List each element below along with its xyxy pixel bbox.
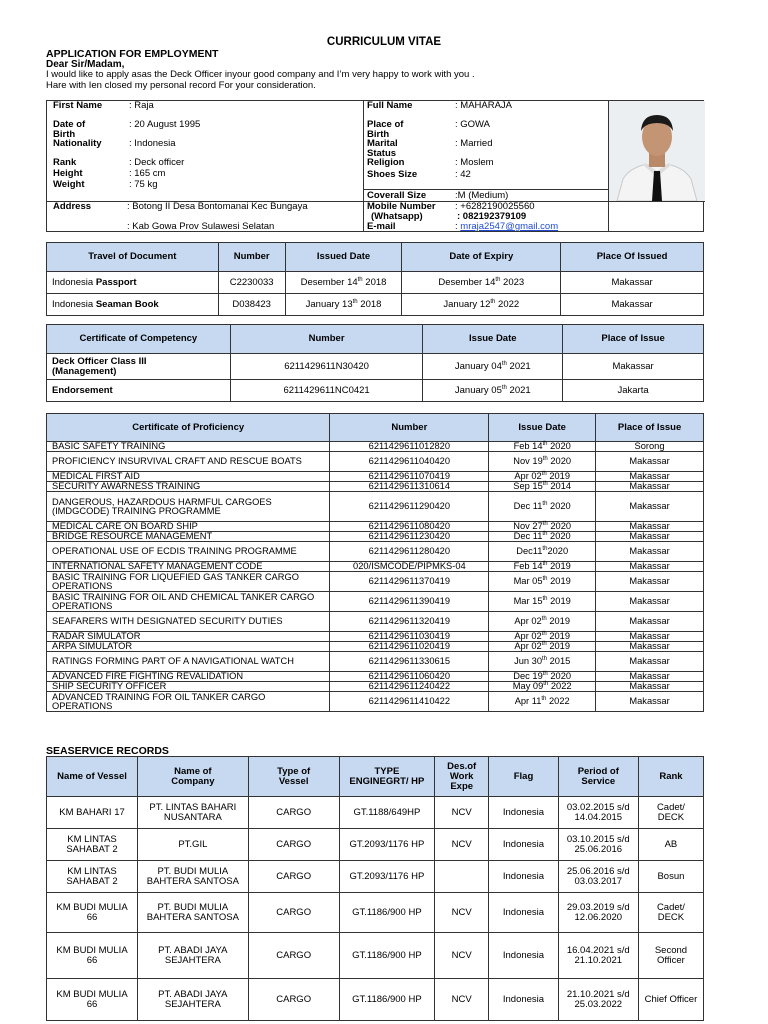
table-row: [47, 692, 704, 712]
place-of-issue: Makassar: [596, 592, 704, 612]
place-of-issue: Makassar: [596, 522, 704, 532]
table-row: [47, 294, 704, 316]
issue-date: January 05th 2021: [423, 380, 563, 402]
engine-spec: GT.2093/1176 HP: [339, 829, 434, 861]
certificate-name: SHIP SECURITY OFFICER: [47, 682, 330, 692]
issue-date: Feb 14th 2019: [489, 562, 596, 572]
vessel-name: KM BAHARI 17: [47, 797, 138, 829]
weight-value: : 75 kg: [129, 179, 158, 190]
engine-spec: GT.2093/1176 HP: [339, 861, 434, 893]
issue-date: Dec 11th 2020: [489, 492, 596, 522]
weight-label: Weight: [53, 179, 85, 190]
certificate-number: 6211429611390419: [330, 592, 489, 612]
coverall-label: Coverall Size: [367, 190, 427, 201]
table-row: [47, 532, 704, 542]
document-name: [47, 272, 219, 294]
period-of-service: 03.10.2015 s/d 25.06.2016: [558, 829, 638, 861]
greeting: Dear Sir/Madam,: [46, 59, 125, 70]
company-name: PT. LINTAS BAHARI NUSANTARA: [138, 797, 249, 829]
rank-value: : Deck officer: [129, 157, 185, 168]
issue-date: Apr 02th 2019: [489, 642, 596, 652]
certificate-number: 6211429611370419: [330, 572, 489, 592]
period-of-service: 21.10.2021 s/d 25.03.2022: [558, 979, 638, 1021]
document-number: C2230033: [218, 272, 285, 294]
period-of-service: 29.03.2019 s/d 12.06.2020: [558, 893, 638, 933]
dob-label: Date of Birth: [53, 119, 86, 140]
religion-value: : Moslem: [455, 157, 494, 168]
engine-spec: GT.1186/900 HP: [339, 893, 434, 933]
certificate-name: BASIC TRAINING FOR LIQUEFIED GAS TANKER CARGO OPERATIONS: [47, 572, 330, 592]
address-line-1: : Botong II Desa Bontomanai Kec Bungaya: [127, 201, 308, 212]
vessel-type: CARGO: [248, 829, 339, 861]
table-row: [47, 572, 704, 592]
work-description: NCV: [435, 979, 489, 1021]
table-row: [47, 354, 704, 380]
table-header-row: [47, 325, 704, 354]
table-row: [47, 861, 704, 893]
table-row: [47, 452, 704, 472]
certificate-number: 6211429611N30420: [230, 354, 423, 380]
flag: Indonesia: [489, 893, 558, 933]
place-of-issue: Makassar: [561, 272, 704, 294]
certificate-name: ADVANCED TRAINING FOR OIL TANKER CARGO OPERATIONS: [47, 692, 330, 712]
company-name: PT. BUDI MULIA BAHTERA SANTOSA: [138, 861, 249, 893]
place-of-issue: Makassar: [596, 452, 704, 472]
coverall-value: :M (Medium): [455, 190, 509, 201]
certificate-number: 020/ISMCODE/PIPMKS-04: [330, 562, 489, 572]
issue-date: Dec11th2020: [489, 542, 596, 562]
column-header: Name of Vessel: [47, 757, 138, 797]
place-of-issue: Makassar: [596, 532, 704, 542]
column-header: Flag: [489, 757, 558, 797]
first-name-label: First Name: [53, 100, 103, 111]
certificate-number: 6211429611240422: [330, 682, 489, 692]
document-country: Indonesia: [52, 276, 96, 288]
shoes-value: : 42: [455, 169, 471, 180]
certificate-number: 6211429611020419: [330, 642, 489, 652]
certificate-number: 6211429611080420: [330, 522, 489, 532]
column-header: Travel of Document: [47, 243, 219, 272]
table-row: [47, 482, 704, 492]
height-value: : 165 cm: [129, 168, 166, 179]
place-of-issue: Makassar: [596, 682, 704, 692]
table-row: [47, 642, 704, 652]
vessel-name: KM BUDI MULIA 66: [47, 933, 138, 979]
certificate-name: RADAR SIMULATOR: [47, 632, 330, 642]
company-name: PT. ABADI JAYA SEJAHTERA: [138, 933, 249, 979]
column-header: Type of Vessel: [248, 757, 339, 797]
first-name-value: : Raja: [129, 100, 154, 111]
column-header: Date of Expiry: [402, 243, 561, 272]
seaservice-heading: SEASERVICE RECORDS: [46, 745, 169, 757]
vessel-type: CARGO: [248, 797, 339, 829]
work-description: [435, 861, 489, 893]
issued-date: Desember 14th 2018: [285, 272, 402, 294]
pob-label: Place of Birth: [367, 119, 404, 140]
nationality-value: : Indonesia: [129, 138, 176, 149]
address-label: Address: [53, 201, 92, 212]
dob-value: : 20 August 1995: [129, 119, 201, 130]
certificate-name: ADVANCED FIRE FIGHTING REVALIDATION: [47, 672, 330, 682]
table-row: [47, 672, 704, 682]
flag: Indonesia: [489, 829, 558, 861]
work-description: NCV: [435, 933, 489, 979]
pob-value: : GOWA: [455, 119, 491, 130]
issue-date: Sep 15th 2014: [489, 482, 596, 492]
certificate-name: PROFICIENCY INSURVIVAL CRAFT AND RESCUE BOATS: [47, 452, 330, 472]
table-row: [47, 272, 704, 294]
company-name: PT. ABADI JAYA SEJAHTERA: [138, 979, 249, 1021]
whatsapp-label: (Whatsapp): [371, 211, 423, 222]
table-row: [47, 979, 704, 1021]
intro-line-1: I would like to apply asas the Deck Officer inyour good company and I’m very happy to work with you .: [46, 69, 475, 80]
rank-label: Rank: [53, 157, 77, 168]
vessel-name: KM LINTAS SAHABAT 2: [47, 829, 138, 861]
flag: Indonesia: [489, 797, 558, 829]
proficiency-table: [46, 413, 704, 712]
place-of-issue: Makassar: [596, 482, 704, 492]
personal-details-box: [46, 100, 704, 232]
table-row: [47, 682, 704, 692]
place-of-issue: Makassar: [596, 472, 704, 482]
certificate-number: 6211429611060420: [330, 672, 489, 682]
column-header: Place Of Issued: [561, 243, 704, 272]
certificate-number: 6211429611070419: [330, 472, 489, 482]
certificate-name: RATINGS FORMING PART OF A NAVIGATIONAL WATCH: [47, 652, 330, 672]
table-row: [47, 522, 704, 532]
document-type: Seaman Book: [95, 298, 159, 310]
seaservice-table: [46, 756, 704, 1021]
certificate-number: 6211429611040420: [330, 452, 489, 472]
whatsapp-value: : 082192379109: [457, 211, 527, 222]
work-description: NCV: [435, 797, 489, 829]
place-of-issue: Makassar: [596, 672, 704, 682]
table-header-row: [47, 243, 704, 272]
certificate-number: 6211429611320419: [330, 612, 489, 632]
place-of-issue: Makassar: [596, 642, 704, 652]
table-row: [47, 542, 704, 562]
shoes-label: Shoes Size: [367, 169, 418, 180]
certificate-name: SEAFARERS WITH DESIGNATED SECURITY DUTIES: [47, 612, 330, 632]
expiry-date: January 12th 2022: [402, 294, 561, 316]
certificate-number: 6211429611280420: [330, 542, 489, 562]
issue-date: May 09th 2022: [489, 682, 596, 692]
document-number: D038423: [218, 294, 285, 316]
place-of-issue: Makassar: [596, 572, 704, 592]
period-of-service: 16.04.2021 s/d 21.10.2021: [558, 933, 638, 979]
rank: Bosun: [638, 861, 703, 893]
certificate-number: 6211429611290420: [330, 492, 489, 522]
issue-date: Mar 15th 2019: [489, 592, 596, 612]
place-of-issue: Makassar: [561, 294, 704, 316]
column-header: Des.of Work Expe: [435, 757, 489, 797]
table-row: [47, 652, 704, 672]
company-name: PT. BUDI MULIA BAHTERA SANTOSA: [138, 893, 249, 933]
column-header: Place of Issue: [596, 414, 704, 442]
vessel-type: CARGO: [248, 933, 339, 979]
table-row: [47, 592, 704, 612]
certificate-name: INTERNATIONAL SAFETY MANAGEMENT CODE: [47, 562, 330, 572]
work-description: NCV: [435, 893, 489, 933]
nationality-label: Nationality: [53, 138, 102, 149]
place-of-issue: Makassar: [596, 692, 704, 712]
vessel-type: CARGO: [248, 979, 339, 1021]
certificate-name: SECURITY AWARNESS TRAINING: [47, 482, 330, 492]
certificate-name: BASIC TRAINING FOR OIL AND CHEMICAL TANKER CARGO OPERATIONS: [47, 592, 330, 612]
column-header: TYPE ENGINEGRT/ HP: [339, 757, 434, 797]
issue-date: January 04th 2021: [423, 354, 563, 380]
column-header: Issued Date: [285, 243, 402, 272]
place-of-issue: Makassar: [596, 562, 704, 572]
document-type: Passport: [95, 276, 137, 288]
company-name: PT.GIL: [138, 829, 249, 861]
email-field: [455, 222, 558, 232]
engine-spec: GT.1188/649HP: [339, 797, 434, 829]
certificate-name: ARPA SIMULATOR: [47, 642, 330, 652]
place-of-issue: Makassar: [563, 354, 704, 380]
application-heading: APPLICATION FOR EMPLOYMENT: [46, 48, 219, 60]
flag: Indonesia: [489, 861, 558, 893]
certificate-number: 6211429611330615: [330, 652, 489, 672]
column-header: Place of Issue: [563, 325, 704, 354]
period-of-service: 03.02.2015 s/d 14.04.2015: [558, 797, 638, 829]
issue-date: Dec 19th 2020: [489, 672, 596, 682]
rank: Cadet/ DECK: [638, 797, 703, 829]
rank: Cadet/ DECK: [638, 893, 703, 933]
religion-label: Religion: [367, 157, 405, 168]
certificate-name: MEDICAL FIRST AID: [47, 472, 330, 482]
column-header: Number: [330, 414, 489, 442]
certificate-name: OPERATIONAL USE OF ECDIS TRAINING PROGRAMME: [47, 542, 330, 562]
table-header-row: [47, 414, 704, 442]
column-header: Issue Date: [489, 414, 596, 442]
certificate-number: 6211429611030419: [330, 632, 489, 642]
issue-date: Apr 02th 2019: [489, 472, 596, 482]
email-link[interactable]: mraja2547@gmail.com: [460, 221, 559, 232]
vessel-name: KM BUDI MULIA 66: [47, 893, 138, 933]
table-row: [47, 562, 704, 572]
place-of-issue: Makassar: [596, 652, 704, 672]
place-of-issue: Makassar: [596, 612, 704, 632]
vessel-name: KM LINTAS SAHABAT 2: [47, 861, 138, 893]
vessel-name: KM BUDI MULIA 66: [47, 979, 138, 1021]
table-row: [47, 632, 704, 642]
table-row: [47, 933, 704, 979]
portrait-image: [609, 101, 705, 201]
place-of-issue: Makassar: [596, 632, 704, 642]
column-header: Rank: [638, 757, 703, 797]
mobile-label: Mobile Number: [367, 201, 436, 212]
issue-date: Apr 11th 2022: [489, 692, 596, 712]
marital-value: : Married: [455, 138, 493, 149]
certificate-number: 6211429611230420: [330, 532, 489, 542]
table-row: [47, 893, 704, 933]
table-header-row: [47, 757, 704, 797]
period-of-service: 25.06.2016 s/d 03.03.2017: [558, 861, 638, 893]
page-title: CURRICULUM VITAE: [326, 36, 442, 48]
column-header: Certificate of Proficiency: [47, 414, 330, 442]
certificate-number: 6211429611012820: [330, 442, 489, 452]
work-description: NCV: [435, 829, 489, 861]
rank: AB: [638, 829, 703, 861]
place-of-issue: Jakarta: [563, 380, 704, 402]
full-name-label: Full Name: [367, 100, 413, 111]
profile-photo: [609, 101, 705, 201]
table-row: [47, 380, 704, 402]
table-row: [47, 472, 704, 482]
divider: [363, 101, 364, 231]
vessel-type: CARGO: [248, 893, 339, 933]
place-of-issue: Sorong: [596, 442, 704, 452]
certificate-name: BRIDGE RESOURCE MANAGEMENT: [47, 532, 330, 542]
rank: Chief Officer: [638, 979, 703, 1021]
certificate-name: Endorsement: [47, 380, 231, 402]
place-of-issue: Makassar: [596, 542, 704, 562]
column-header: Name of Company: [138, 757, 249, 797]
marital-label: Marital Status: [367, 138, 398, 159]
height-label: Height: [53, 168, 83, 179]
engine-spec: GT.1186/900 HP: [339, 933, 434, 979]
issue-date: Nov 19th 2020: [489, 452, 596, 472]
flag: Indonesia: [489, 933, 558, 979]
certificate-name: MEDICAL CARE ON BOARD SHIP: [47, 522, 330, 532]
issue-date: Apr 02th 2019: [489, 632, 596, 642]
certificate-number: 6211429611NC0421: [230, 380, 423, 402]
email-label: E-mail: [367, 221, 396, 232]
issue-date: Nov 27th 2020: [489, 522, 596, 532]
certificate-number: 6211429611410422: [330, 692, 489, 712]
expiry-date: Desember 14th 2023: [402, 272, 561, 294]
table-row: [47, 442, 704, 452]
vessel-type: CARGO: [248, 861, 339, 893]
full-name-value: : MAHARAJA: [455, 100, 513, 111]
table-row: [47, 612, 704, 632]
email-separator: :: [455, 221, 461, 232]
engine-spec: GT.1186/900 HP: [339, 979, 434, 1021]
competency-table: [46, 324, 704, 402]
certificate-name: DANGEROUS, HAZARDOUS HARMFUL CARGOES (IMDGCODE) TRAINING PROGRAMME: [47, 492, 330, 522]
document-name: [47, 294, 219, 316]
issue-date: Mar 05th 2019: [489, 572, 596, 592]
intro-text: [46, 69, 475, 91]
table-row: [47, 797, 704, 829]
issue-date: Feb 14th 2020: [489, 442, 596, 452]
rank: Second Officer: [638, 933, 703, 979]
intro-line-2: Hare with Ien closed my personal record For your consideration.: [46, 80, 316, 91]
table-row: [47, 829, 704, 861]
issued-date: January 13th 2018: [285, 294, 402, 316]
address-line-2: : Kab Gowa Prov Sulawesi Selatan: [127, 221, 275, 232]
certificate-name: Deck Officer Class III (Management): [47, 354, 231, 380]
column-header: Number: [230, 325, 423, 354]
column-header: Issue Date: [423, 325, 563, 354]
place-of-issue: Makassar: [596, 492, 704, 522]
table-row: [47, 492, 704, 522]
column-header: Period of Service: [558, 757, 638, 797]
issue-date: Dec 11th 2020: [489, 532, 596, 542]
issue-date: Apr 02th 2019: [489, 612, 596, 632]
issue-date: Jun 30th 2015: [489, 652, 596, 672]
column-header: Number: [218, 243, 285, 272]
document-country: Indonesia: [52, 298, 96, 310]
travel-documents-table: [46, 242, 704, 316]
column-header: Certificate of Competency: [47, 325, 231, 354]
flag: Indonesia: [489, 979, 558, 1021]
certificate-name: BASIC SAFETY TRAINING: [47, 442, 330, 452]
mobile-value: : +6282190025560: [455, 201, 535, 212]
certificate-number: 6211429611310614: [330, 482, 489, 492]
